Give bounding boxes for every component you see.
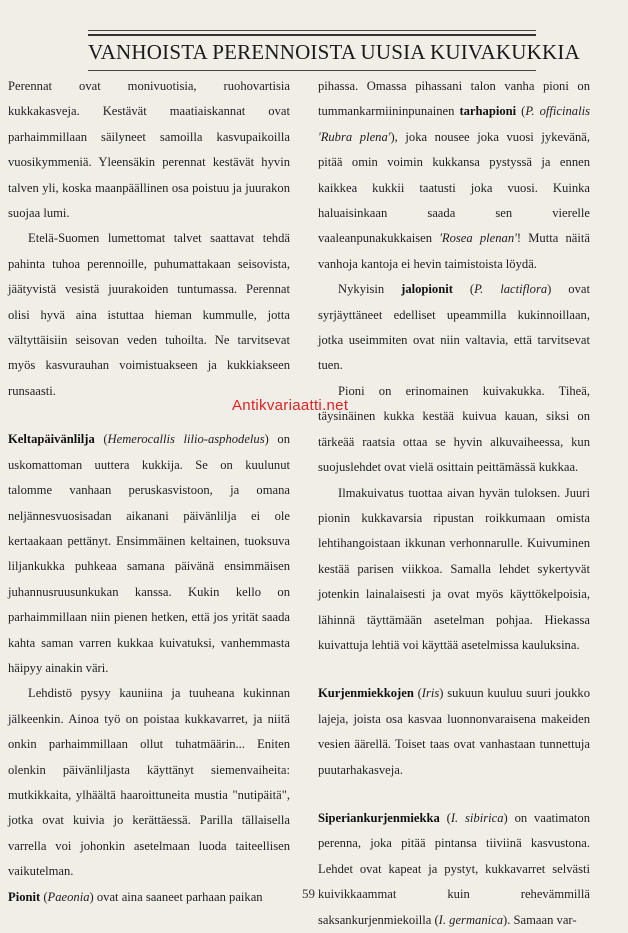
paragraph: Ilmakuivatus tuottaa aivan hyvän tuloksen. Juuri pionin kukkavarsia ripustan roikkumaan omista lehtihangoistaan ikkunan verhonnarulle. Kuivuminen kestää parisen viikkoa. Samalla lehdet sykertyvät jotenkin lainalaisesti ja ovat myös käyttökelpoisia, lähinnä täyttämään asetelman pohjaa. Hiekassa kuivattuja lehtiä voi käyttää asetelmissa kauluksina. [318,485,590,652]
plant-name: Siperiankurjenmiekka [318,810,440,825]
paragraph: Pioni on erinomainen kuivakukka. Tiheä, täysinäinen kukka kestää kuivua kauan, siksi on tärkeää raatsia ottaa se hyvin alkuvaiheessa, kun suojuslehdet ovat vielä osittain peittämässä kukkaa. [318,383,590,475]
latin-name: P. lactiflora [474,282,548,297]
paragraph: pihassa. Omassa pihassani talon vanha pioni on tummankarmiininpunainen tarhapioni (P. officinalis 'Rubra plena'), joka nousee joka vuosi jykevänä, pitää omin voimin kukkansa pystyssä ja ennen kaikkea kukkii taatusti joka vuosi. Kuinka haluaisinkaan saada sen vierelle vaaleanpunakukkaisen 'Rosea plenan'! Mutta näitä vanhoja kantoja ei hevin taimistoista löydä. [318,79,591,271]
latin-name: Hemerocallis lilio-asphodelus [107,432,265,447]
paragraph: Perennat ovat monivuotisia, ruohovartisia kukkakasveja. Kestävät maatiaiskannat ovat parhaimmillaan säilyneet samoilla kasvupaikoilla vuosikymmeniä. Yleensäkin perennat kestävät hyvin talven yli, koska maanpäällinen osa poistuu ja juurakon suojaa lumi. [8,79,290,221]
paragraph-text: on vaatimaton perenna, joka pitää pintansa tiiviinä kasvustona. Lehdet ovat kapeat ja pystyt, kukkavarret selvästi kuivikkaammat kuin rehevämmillä saksankurjenmiekoilla [318,810,591,927]
header-rule-bottom [88,70,536,71]
plant-name: jalopionit [401,282,453,297]
paragraph-text: ovat syrjäyttäneet edelliset upeammilla kukinnoillaan, jotka useimmiten ovat niin valtavia, että tarvitsevat tuen. [318,282,590,373]
latin-name: 'Rosea plenan' [439,231,517,246]
right-column [318,74,590,933]
page-number: 59 [302,886,315,901]
paragraph-text: pihassa. Omassa pihassani talon vanha pioni on tummankarmiininpunainen [318,79,590,119]
latin-name: P. officinalis 'Rubra plena' [318,104,590,144]
page-title: VANHOISTA PERENNOISTA UUSIA KUIVAKUKKIA [88,40,580,64]
header-rule-top [88,30,536,31]
latin-name: I. sibirica [450,810,504,825]
paragraph-text: Nykyisin [338,282,402,297]
watermark-text: Antikvariaatti.net [232,397,349,414]
paragraph: Pionit (Paeonia) ovat aina saaneet parhaan paikan [8,889,263,904]
paragraph: Siperiankurjenmiekka (I. sibirica) on vaatimaton perenna, joka pitää pintansa tiiviinä kasvustona. Lehdet ovat kapeat ja pystyt, kukkavarret selvästi kuivikkaammat kuin rehevämmillä saksankurjenmiekoilla (I. germanica). Samaan var- [318,810,591,927]
paragraph-text: ovat aina saaneet parhaan paikan [93,889,263,904]
paragraph: Nykyisin jalopionit (P. lactiflora) ovat syrjäyttäneet edelliset upeammilla kukinnoillaan, jotka useimmiten ovat niin valtavia, että tarvitsevat tuen. [318,282,590,373]
latin-name: I. germanica [438,912,504,927]
plant-name: Kurjenmiekkojen [318,686,414,701]
paragraph-text: , joka nousee joka vuosi jykevänä, pitää omin voimin kukkansa pystyssä ja ennen kaikkea kukkii taatusti joka vuosi. Kuinka haluaisinkaan saada sen vierelle vaaleanpunakukkaisen [318,129,591,246]
paragraph: Etelä-Suomen lumettomat talvet saattavat tehdä pahinta tuhoa perennoille, puhumattakaan seisovista, jäätyvistä vesistä juurakoiden tuntumassa. Perennat olisi hyvä aina istuttaa hieman kummulle, jotta vältyttäisiin seisovan veden tuhoilta. Ne tarvitsevat myös kasvurauhan voimistuakseen ja kukkiakseen runsaasti. [8,231,290,398]
paragraph-text: on uskomattoman uuttera kukkija. Se on kuulunut talomme vanhaan peruskasvistoon, ja omana neljännesvuosisadan aikanani päivänlilja ei ole kertaakaan pettänyt. Ensimmäinen keltainen, tuoksuva liljankukka puhkeaa samana päivänä ensimmäisen juhannusruusunkukan kanssa. Kukin kello on parhaimmillaan niin pienen hetken, että jos yrität saada kahta saman varren kukkaa kuivatuksi, vanhemmasta häipyy ainakin väri. [8,432,290,675]
plant-name: tarhapioni [459,104,517,119]
paragraph: Kurjenmiekkojen (Iris) sukuun kuuluu suuri joukko lajeja, joista osa kasvaa luonnonvaraisena makeiden vesien äärellä. Toiset taas ovat vanhastaan tunnettuja puutarhakasveja. [318,686,590,777]
paragraph-text: sukuun kuuluu suuri joukko lajeja, joista osa kasvaa luonnonvaraisena makeiden vesien äärellä. Toiset taas ovat vanhastaan tunnettuja puutarhakasveja. [318,686,590,777]
paragraph-text: . Samaan var- [507,912,577,927]
left-column [8,74,290,910]
paragraph-text: ! Mutta näitä vanhoja kantoja ei hevin taimistoista löydä. [318,231,590,271]
plant-name: Keltapäivänlilja [8,432,95,447]
plant-name: Pionit [8,889,41,904]
latin-name: Paeonia [47,889,90,904]
header-rule-top-thick [88,34,536,36]
latin-name: Iris [421,686,440,701]
paragraph: Keltapäivänlilja (Hemerocallis lilio-asphodelus) on uskomattoman uuttera kukkija. Se on kuulunut talomme vanhaan peruskasvistoon, ja omana neljännesvuosisadan aikanani päivänlilja ei ole kertaakaan pettänyt. Ensimmäinen keltainen, tuoksuva liljankukka puhkeaa samana päivänä ensimmäisen juhannusruusunkukan kanssa. Kukin kello on parhaimmillaan niin pienen hetken, että jos yrität saada kahta saman varren kukkaa kuivatuksi, vanhemmasta häipyy ainakin väri. [8,432,290,675]
paragraph: Lehdistö pysyy kauniina ja tuuheana kukinnan jälkeenkin. Ainoa työ on poistaa kukkavarret, ja niitä onkin parhaimmillaan ollut tuhatmäärin... Eniten olenkin päivänliljasta käyttänyt siemenvaiheita: mutkikkaita, ylhäältä haaroittuneita mustia "nutipäitä", jotka ovat kuivia jo kerättäessä. Parilla tällaisella varrella voi johonkin asetelmaan luoda taiteellisen vaikutelman. [8,686,290,879]
